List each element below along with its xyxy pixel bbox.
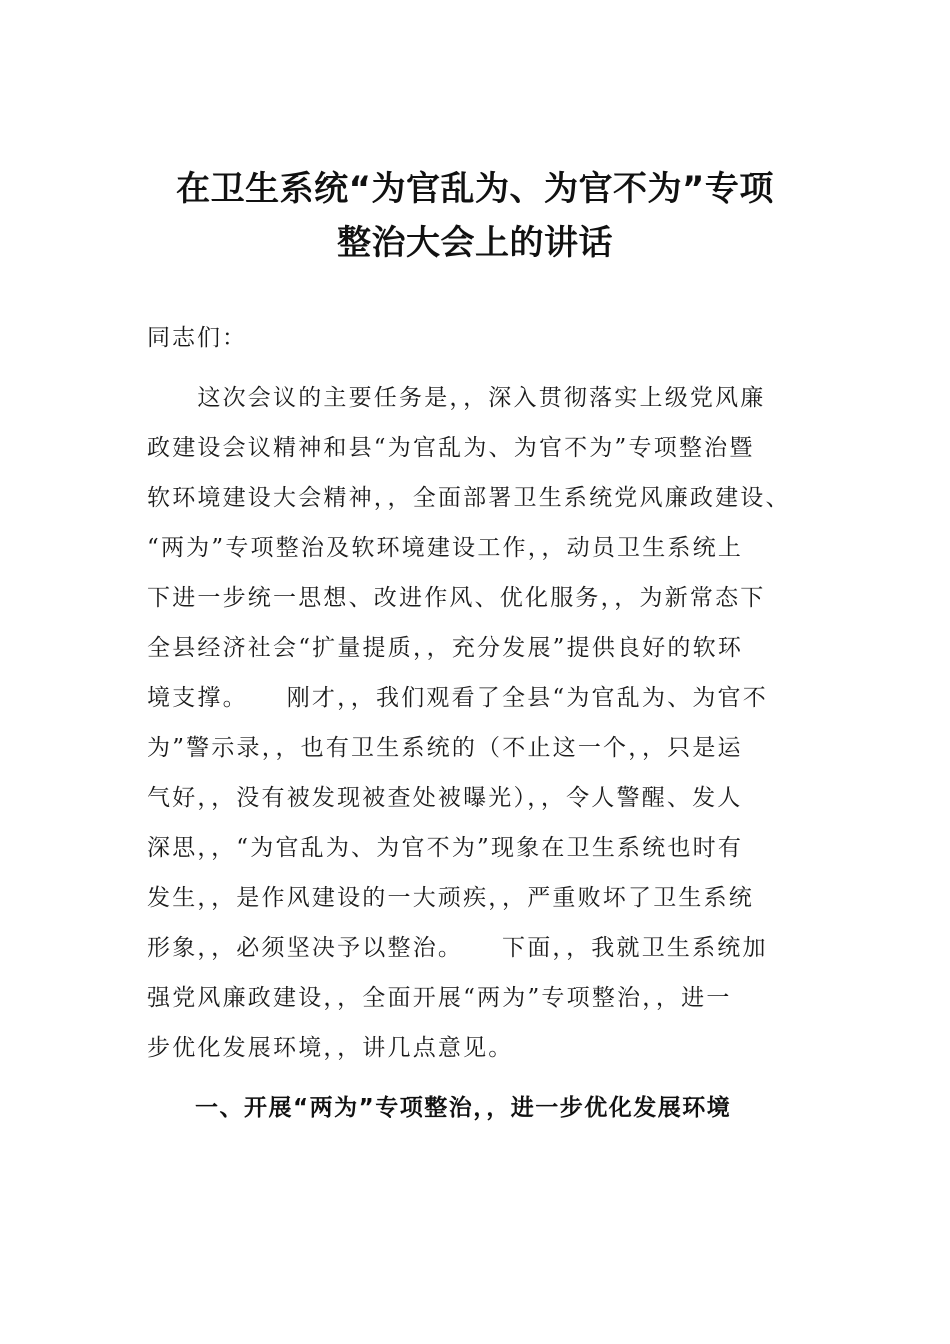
body-line: 步优化发展环境，，讲几点意见。 [147, 1035, 514, 1061]
document-title-line-1: 在卫生系统“为官乱为、为官不为”专项 [176, 169, 774, 209]
document-title-line-2: 整治大会上的讲话 [337, 223, 613, 263]
body-line: 强党风廉政建设，，全面开展“两为”专项整治，，进一 [147, 985, 732, 1011]
body-line: 形象，，必须坚决予以整治。 下面，，我就卫生系统加 [147, 935, 768, 961]
section-heading: 一、开展“两为”专项整治，，进一步优化发展环境 [195, 1095, 732, 1121]
body-line: 深思，，“为官乱为、为官不为”现象在卫生系统也时有 [147, 835, 744, 861]
salutation: 同志们： [147, 325, 247, 351]
body-line: 发生，，是作风建设的一大顽疾，，严重败坏了卫生系统 [147, 885, 754, 911]
body-line: 全县经济社会“扩量提质，，充分发展”提供良好的软环 [147, 635, 744, 661]
body-line: 软环境建设大会精神，，全面部署卫生系统党风廉政建设、 [147, 485, 791, 511]
body-line: 这次会议的主要任务是，，深入贯彻落实上级党风廉 [147, 385, 766, 411]
body-line: 气好，，没有被发现被查处被曝光），，令人警醒、发人 [147, 785, 743, 811]
body-line: 政建设会议精神和县“为官乱为、为官不为”专项整治暨 [147, 435, 755, 461]
body-line: 为”警示录，，也有卫生系统的（不止这一个，，只是运 [147, 735, 743, 761]
body-line: 境支撑。 刚才，，我们观看了全县“为官乱为、为官不 [147, 685, 768, 711]
body-line: “两为”专项整治及软环境建设工作，，动员卫生系统上 [147, 535, 744, 561]
body-line: 下进一步统一思想、改进作风、优化服务，，为新常态下 [147, 585, 766, 611]
